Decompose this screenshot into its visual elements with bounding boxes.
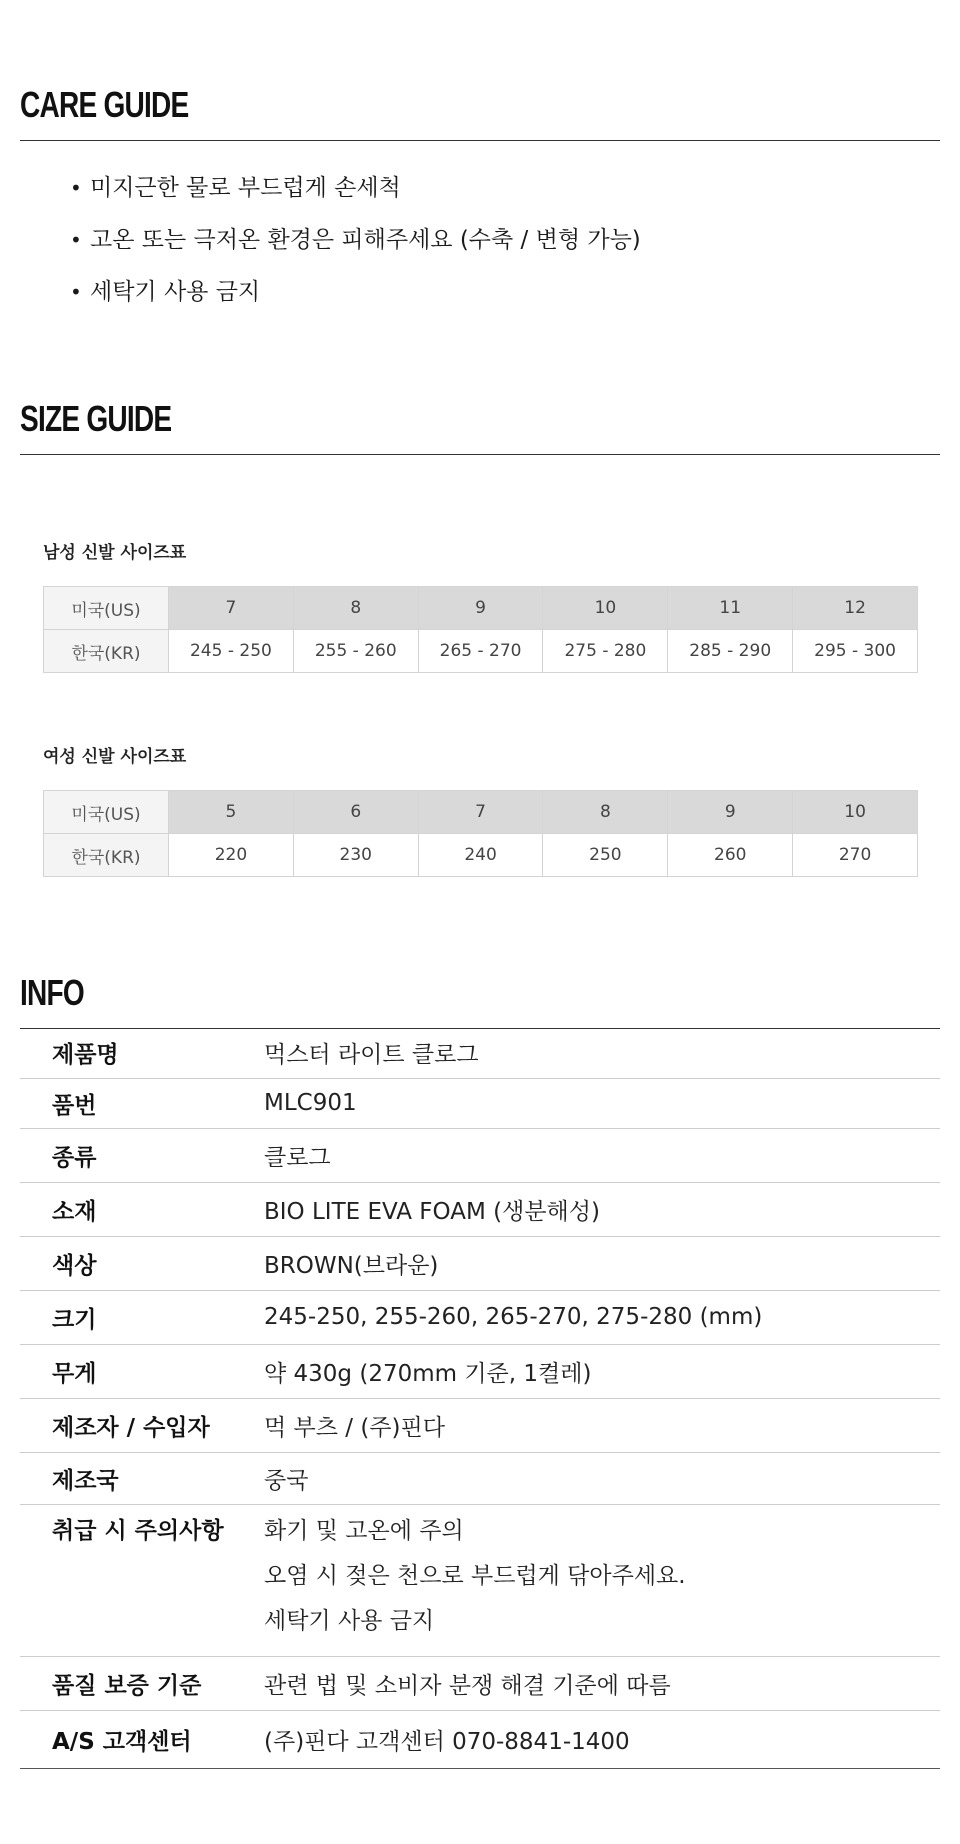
info-row (20, 1344, 940, 1398)
info-value: 먹 부츠 / (주)핀다 (264, 1398, 940, 1452)
info-header (20, 948, 940, 1029)
info-key: 제조국 (20, 1452, 264, 1504)
size-guide-title: SIZE GUIDE (20, 398, 172, 439)
size-cell: 220 (169, 834, 294, 877)
info-row (20, 1078, 940, 1128)
info-row (20, 1128, 940, 1182)
info-table (20, 1028, 940, 1769)
bullet-icon: • (70, 228, 82, 252)
size-cell: 250 (543, 834, 668, 877)
size-cell: 10 (543, 587, 668, 630)
men-size-caption: 남성 신발 사이즈표 (43, 543, 187, 563)
info-value: BROWN(브라운) (264, 1236, 940, 1290)
info-row (20, 1290, 940, 1344)
size-cell: 5 (169, 791, 294, 834)
info-key: 품질 보증 기준 (20, 1656, 264, 1710)
size-cell: 295 - 300 (793, 630, 918, 673)
care-guide-title: CARE GUIDE (20, 84, 189, 125)
women-size-caption: 여성 신발 사이즈표 (43, 747, 187, 767)
info-row (20, 1656, 940, 1710)
info-value: MLC901 (264, 1078, 940, 1128)
size-cell: 12 (793, 587, 918, 630)
size-cell: 245 - 250 (169, 630, 294, 673)
care-item: • 세탁기 사용 금지 (70, 270, 641, 322)
size-cell: 10 (793, 791, 918, 834)
info-row (20, 1452, 940, 1504)
info-title: INFO (20, 972, 84, 1013)
info-value (264, 1504, 940, 1656)
info-value: 먹스터 라이트 클로그 (264, 1028, 940, 1078)
info-value: 약 430g (270mm 기준, 1켤레) (264, 1344, 940, 1398)
info-value: 245-250, 255-260, 265-270, 275-280 (mm) (264, 1290, 940, 1344)
care-item: • 미지근한 물로 부드럽게 손세척 (70, 166, 641, 218)
size-cell: 7 (169, 587, 294, 630)
care-item: • 고온 또는 극저온 환경은 피해주세요 (수축 / 변형 가능) (70, 218, 641, 270)
us-size-row (44, 587, 918, 630)
size-cell: 8 (543, 791, 668, 834)
size-cell: 8 (293, 587, 418, 630)
size-cell: 11 (668, 587, 793, 630)
men-size-table (43, 586, 918, 673)
us-size-row (44, 791, 918, 834)
info-key: 품번 (20, 1078, 264, 1128)
info-row (20, 1504, 940, 1656)
info-key: 취급 시 주의사항 (20, 1504, 264, 1656)
kr-size-row (44, 834, 918, 877)
kr-size-row (44, 630, 918, 673)
row-label: 미국(US) (44, 587, 169, 630)
row-label: 한국(KR) (44, 834, 169, 877)
info-key: 색상 (20, 1236, 264, 1290)
women-size-table (43, 790, 918, 877)
size-cell: 265 - 270 (418, 630, 543, 673)
info-key: 크기 (20, 1290, 264, 1344)
care-guide-header (20, 60, 940, 141)
info-key: 제품명 (20, 1028, 264, 1078)
info-key: 소재 (20, 1182, 264, 1236)
size-guide-header (20, 374, 940, 455)
info-value-line: 오염 시 젖은 천으로 부드럽게 닦아주세요. (264, 1562, 686, 1589)
size-cell: 6 (293, 791, 418, 834)
size-cell: 275 - 280 (543, 630, 668, 673)
info-key: 제조자 / 수입자 (20, 1398, 264, 1452)
info-value: 관련 법 및 소비자 분쟁 해결 기준에 따름 (264, 1656, 940, 1710)
care-guide-list (70, 166, 641, 322)
size-cell: 270 (793, 834, 918, 877)
size-cell: 255 - 260 (293, 630, 418, 673)
size-cell: 230 (293, 834, 418, 877)
bullet-icon: • (70, 176, 82, 200)
size-cell: 9 (668, 791, 793, 834)
info-row (20, 1028, 940, 1078)
size-cell: 285 - 290 (668, 630, 793, 673)
info-key: 종류 (20, 1128, 264, 1182)
info-row (20, 1182, 940, 1236)
info-value: 클로그 (264, 1128, 940, 1182)
size-cell: 7 (418, 791, 543, 834)
row-label: 미국(US) (44, 791, 169, 834)
size-cell: 9 (418, 587, 543, 630)
size-cell: 260 (668, 834, 793, 877)
row-label: 한국(KR) (44, 630, 169, 673)
size-cell: 240 (418, 834, 543, 877)
info-key: A/S 고객센터 (20, 1710, 264, 1768)
info-value: BIO LITE EVA FOAM (생분해성) (264, 1182, 940, 1236)
bullet-icon: • (70, 280, 82, 304)
info-value-line: 화기 및 고온에 주의 (264, 1517, 464, 1544)
info-row (20, 1236, 940, 1290)
info-row (20, 1398, 940, 1452)
info-value: (주)핀다 고객센터 070-8841-1400 (264, 1710, 940, 1768)
info-key: 무게 (20, 1344, 264, 1398)
info-value: 중국 (264, 1452, 940, 1504)
info-row (20, 1710, 940, 1768)
info-value-line: 세탁기 사용 금지 (264, 1607, 435, 1634)
